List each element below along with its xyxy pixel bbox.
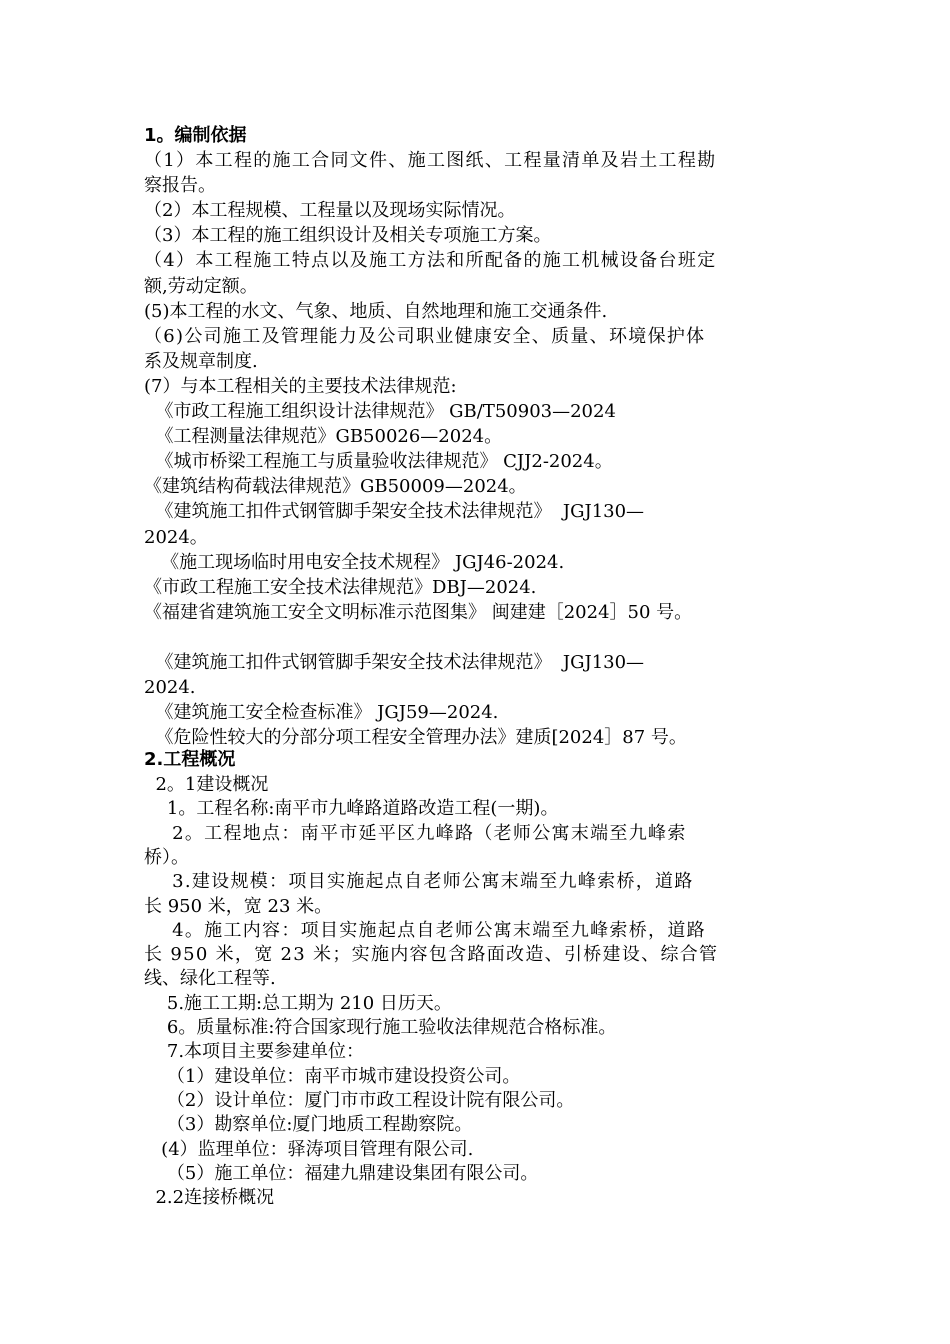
text-line: 额,劳动定额。 bbox=[144, 275, 258, 297]
text-line: （5）施工单位：福建九鼎建设集团有限公司。 bbox=[144, 1162, 539, 1184]
text-line: 《城市桥梁工程施工与质量验收法律规范》 CJJ2-2024。 bbox=[144, 451, 613, 473]
text-line: 2.2连接桥概况 bbox=[144, 1187, 275, 1209]
text-line: 4。施工内容：项目实施起点自老师公寓末端至九峰索桥，道路 bbox=[144, 919, 706, 941]
text-line: 长 950 米，宽 23 米。 bbox=[144, 895, 333, 917]
text-line: （3）勘察单位:厦门地质工程勘察院。 bbox=[144, 1114, 473, 1136]
text-line: 《建筑施工扣件式钢管脚手架安全技术法律规范》 JGJ130— bbox=[144, 652, 645, 673]
text-line: (4）监理单位：驿涛项目管理有限公司. bbox=[144, 1138, 474, 1160]
text-line: 2。工程地点：南平市延平区九峰路（老师公寓末端至九峰索 bbox=[144, 822, 687, 844]
text-line: 6。质量标准:符合国家现行施工验收法律规范合格标准。 bbox=[144, 1017, 617, 1038]
text-line: 《建筑施工扣件式钢管脚手架安全技术法律规范》 JGJ130— bbox=[144, 501, 645, 523]
text-line: 《建筑结构荷载法律规范》GB50009—2024。 bbox=[144, 476, 527, 498]
text-line: （2）本工程规模、工程量以及现场实际情况。 bbox=[144, 200, 516, 222]
text-line: (5)本工程的水文、气象、地质、自然地理和施工交通条件. bbox=[144, 300, 608, 322]
text-line: 2。1建设概况 bbox=[144, 774, 269, 795]
text-line: 《施工现场临时用电安全技术规程》 JGJ46-2024. bbox=[144, 551, 565, 573]
text-line: 《市政工程施工组织设计法律规范》 GB/T50903—2024 bbox=[144, 401, 616, 422]
text-line: 《建筑施工安全检查标准》 JGJ59—2024. bbox=[144, 702, 499, 724]
text-line: 长 950 米，宽 23 米；实施内容包含路面改造、引桥建设、综合管 bbox=[144, 944, 719, 966]
text-line: 察报告。 bbox=[144, 175, 216, 197]
text-line: 1。工程名称:南平市九峰路道路改造工程(一期)。 bbox=[144, 798, 559, 820]
text-line: 5.施工工期:总工期为 210 日历天。 bbox=[144, 992, 452, 1014]
text-line: 《福建省建筑施工安全文明标准示范图集》 闽建建［2024］50 号。 bbox=[144, 601, 693, 623]
text-line: 《危险性较大的分部分项工程安全管理办法》建质[2024］87 号。 bbox=[144, 727, 687, 749]
text-line: 2024. bbox=[144, 677, 196, 699]
text-line: (7）与本工程相关的主要技术法律规范: bbox=[144, 375, 457, 397]
text-line: 桥）。 bbox=[144, 846, 189, 868]
text-line: 《工程测量法律规范》GB50026—2024。 bbox=[144, 426, 503, 448]
text-line: （4）本工程施工特点以及施工方法和所配备的施工机械设备台班定 bbox=[144, 250, 717, 272]
text-line: 系及规章制度. bbox=[144, 350, 258, 372]
text-line: 3.建设规模：项目实施起点自老师公寓末端至九峰索桥，道路 bbox=[144, 871, 694, 893]
text-line: （3）本工程的施工组织设计及相关专项施工方案。 bbox=[144, 225, 552, 247]
section2-heading: 2.工程概况 bbox=[144, 749, 236, 770]
text-line: 2024。 bbox=[144, 526, 208, 548]
text-line: 《市政工程施工安全技术法律规范》DBJ—2024. bbox=[144, 576, 537, 598]
section1-heading: 1。编制依据 bbox=[144, 125, 247, 146]
text-line: （6)公司施工及管理能力及公司职业健康安全、质量、环境保护体 bbox=[144, 325, 706, 347]
text-line: （1）本工程的施工合同文件、施工图纸、工程量清单及岩土工程勘 bbox=[144, 150, 717, 171]
text-line: （1）建设单位：南平市城市建设投资公司。 bbox=[144, 1065, 521, 1087]
text-line: 7.本项目主要参建单位： bbox=[144, 1041, 365, 1063]
text-line: 线、绿化工程等. bbox=[144, 968, 276, 990]
text-line: （2）设计单位：厦门市市政工程设计院有限公司。 bbox=[144, 1089, 575, 1111]
